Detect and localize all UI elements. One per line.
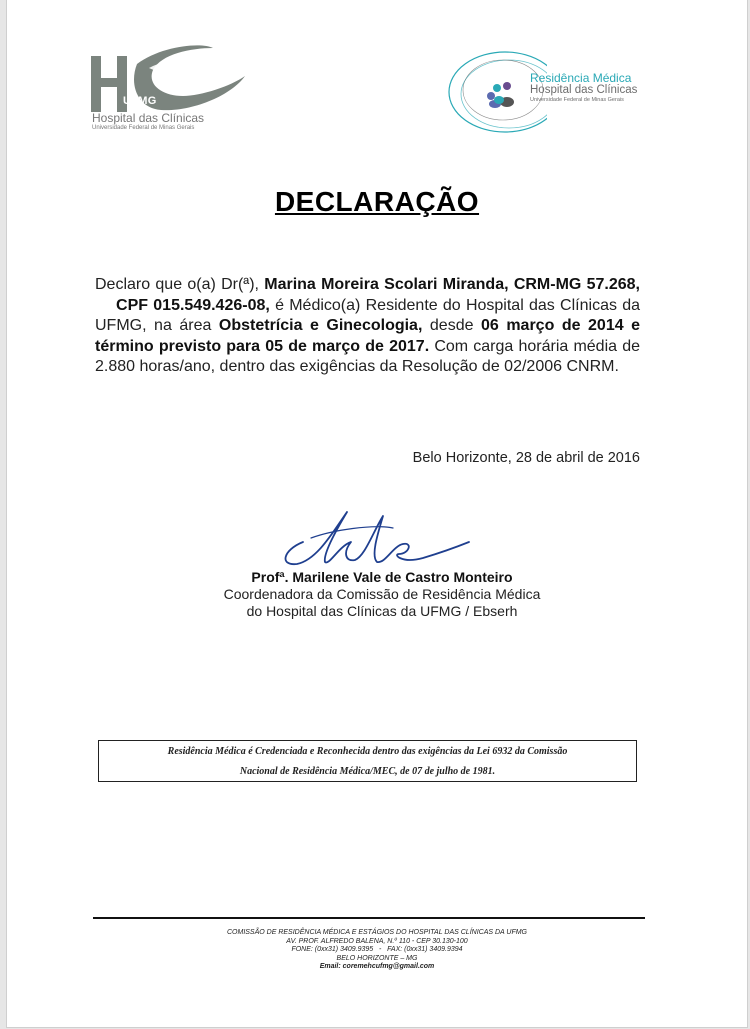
resident-name-crm: Marina Moreira Scolari Miranda, CRM-MG 57.268, [264, 276, 641, 293]
credential-note-line-2: Nacional de Residência Médica/MEC, de 07 de julho de 1981. [239, 766, 496, 777]
footer-line-1: COMISSÃO DE RESIDÊNCIA MÉDICA E ESTÁGIOS DO HOSPITAL DAS CLÍNICAS DA UFMG [226, 929, 527, 936]
footer-line-3: FONE: (0xx31) 3409.9395 - FAX: (0xx31) 3409.9394 [291, 946, 463, 953]
body-tail: Com carga horária média de 2.880 horas/ano, dentro das exigências da Resolução de 02/2006 CNRM. [95, 337, 640, 375]
body-mid-1: é Médico(a) Residente do Hospital das Clínicas da UFMG, na área [95, 296, 641, 334]
place-and-date: Belo Horizonte, 28 de abril de 2016 [412, 450, 640, 466]
body-mid-2: desde [422, 317, 482, 334]
residencia-logo-title: Residência Médica [530, 71, 632, 85]
residencia-logo-subtitle: Universidade Federal de Minas Gerais [530, 97, 624, 103]
credential-note-line-1: Residência Médica é Credenciada e Reconhecida dentro das exigências da Lei 6932 da Comissão [167, 746, 568, 757]
footer-divider [93, 917, 645, 919]
residency-area: Obstetrícia e Ginecologia, [218, 317, 423, 334]
document-title: DECLARAÇÃO [274, 186, 480, 217]
footer-email: Email: coremehcufmg@gmail.com [319, 963, 435, 970]
body-gap [95, 297, 116, 314]
footer-line-2: AV. PROF. ALFREDO BALENA, N.º 110 - CEP 30.130-100 [286, 937, 468, 945]
footer-line-4: BELO HORIZONTE – MG [336, 954, 418, 962]
signature-block [7, 569, 750, 620]
hc-logo-mark [91, 44, 251, 114]
hc-logo-subtitle: Universidade Federal de Minas Gerais [92, 125, 195, 131]
residencia-logo-hospital: Hospital das Clínicas [530, 84, 638, 96]
signatory-name: Profª. Marilene Vale de Castro Monteiro [251, 569, 513, 585]
handwritten-signature [273, 502, 473, 575]
footer [7, 929, 747, 972]
residency-period: 06 março de 2014 e término previsto para 05 de março de 2017. [95, 317, 641, 355]
hc-logo-name: Hospital das Clínicas [92, 111, 205, 125]
credential-note-box [98, 740, 637, 782]
signatory-role-2: do Hospital das Clínicas da UFMG / Ebserh [246, 603, 518, 619]
signatory-role-1: Coordenadora da Comissão de Residência Médica [223, 586, 541, 602]
hc-ufmg-logo [91, 44, 251, 134]
resident-cpf: CPF 015.549.426-08, [116, 296, 270, 314]
body-intro: Declaro que o(a) Dr(ª), [95, 276, 265, 293]
residencia-medica-logo [447, 46, 657, 138]
document-page [6, 0, 748, 1028]
hc-logo-ufmg-text: UFMG [123, 95, 157, 107]
declaration-body [95, 275, 640, 378]
